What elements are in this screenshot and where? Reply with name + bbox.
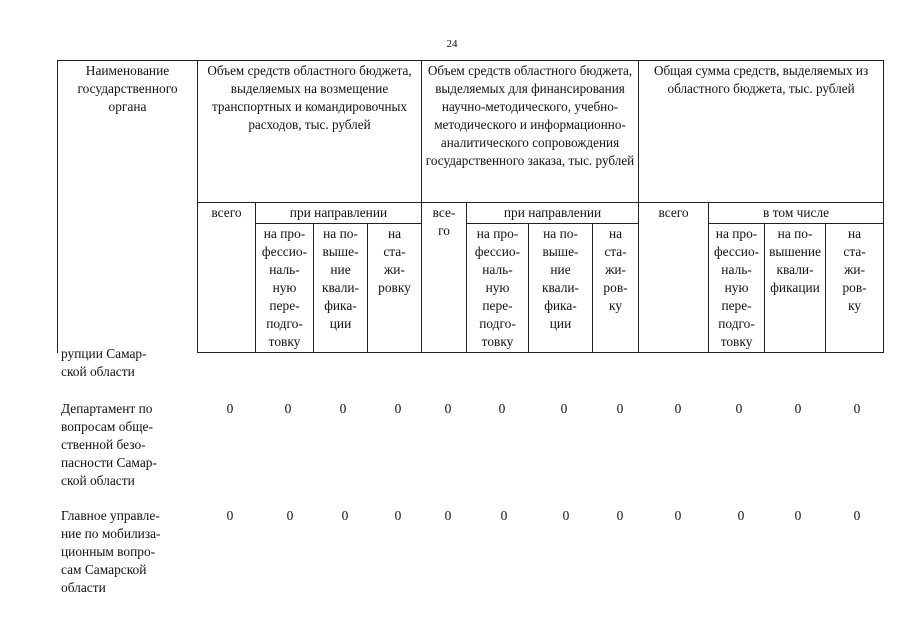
value-cell: 0 bbox=[500, 508, 508, 523]
value-cell: 0 bbox=[394, 401, 402, 416]
value-cell: 0 bbox=[616, 401, 624, 416]
value-cell: 0 bbox=[284, 401, 292, 416]
value-cell: 0 bbox=[341, 508, 349, 523]
value-cell: 0 bbox=[286, 508, 294, 523]
value-cell: 0 bbox=[339, 401, 347, 416]
value-cell: 0 bbox=[226, 401, 234, 416]
header-name-column: Наименование государственного органа bbox=[58, 61, 198, 353]
header-retraining-3: на про- фессио- наль- ную пере- подго- товку bbox=[709, 224, 765, 353]
header-retraining-2: на про- фессио- наль- ную пере- подго- товку bbox=[467, 224, 529, 353]
header-total-2: все- го bbox=[422, 203, 467, 353]
value-cell: 0 bbox=[444, 401, 452, 416]
value-cell: 0 bbox=[853, 401, 861, 416]
value-cell: 0 bbox=[794, 401, 802, 416]
header-internship-1: на ста- жи- ровку bbox=[368, 224, 422, 353]
page-number: 24 bbox=[446, 38, 458, 50]
value-cell: 0 bbox=[674, 508, 682, 523]
header-internship-2: на ста- жи- ров- ку bbox=[593, 224, 639, 353]
value-cell: 0 bbox=[794, 508, 802, 523]
header-group-methodical: Объем средств областного бюджета, выделяемых для финансирования научно-методического, учебно-методического и информационно-аналитического сопровождения государственного заказа, тыс. рублей bbox=[422, 61, 639, 203]
value-cell: 0 bbox=[674, 401, 682, 416]
value-cell: 0 bbox=[562, 508, 570, 523]
value-cell: 0 bbox=[560, 401, 568, 416]
header-qualification-1: на по- выше- ние квали- фика- ции bbox=[314, 224, 368, 353]
value-cell: 0 bbox=[394, 508, 402, 523]
header-by-direction-1: при направлении bbox=[256, 203, 422, 224]
header-including-3: в том числе bbox=[709, 203, 884, 224]
header-total-1: всего bbox=[198, 203, 256, 353]
org-name: Департамент по вопросам обще- ственной безо- пасности Самар- ской области bbox=[61, 401, 157, 488]
value-cell: 0 bbox=[853, 508, 861, 523]
header-internship-3: на ста- жи- ров- ку bbox=[826, 224, 884, 353]
budget-table-header bbox=[57, 60, 884, 353]
header-qualification-3: на по- вышение квали- фикации bbox=[765, 224, 826, 353]
value-cell: 0 bbox=[498, 401, 506, 416]
header-retraining-1: на про- фессио- наль- ную пере- подго- товку bbox=[256, 224, 314, 353]
header-group-total: Общая сумма средств, выделяемых из областного бюджета, тыс. рублей bbox=[639, 61, 884, 203]
header-qualification-2: на по- выше- ние квали- фика- ции bbox=[529, 224, 593, 353]
header-by-direction-2: при направлении bbox=[467, 203, 639, 224]
value-cell: 0 bbox=[735, 401, 743, 416]
value-cell: 0 bbox=[444, 508, 452, 523]
header-group-travel: Объем средств областного бюджета, выделяемых на возмещение транспортных и командировочных расходов, тыс. рублей bbox=[198, 61, 422, 203]
value-cell: 0 bbox=[616, 508, 624, 523]
value-cell: 0 bbox=[226, 508, 234, 523]
org-name: рупции Самар- ской области bbox=[61, 346, 147, 379]
header-total-3: всего bbox=[639, 203, 709, 353]
value-cell: 0 bbox=[737, 508, 745, 523]
org-name: Главное управле- ние по мобилиза- ционным вопро- сам Самарской области bbox=[61, 508, 161, 595]
